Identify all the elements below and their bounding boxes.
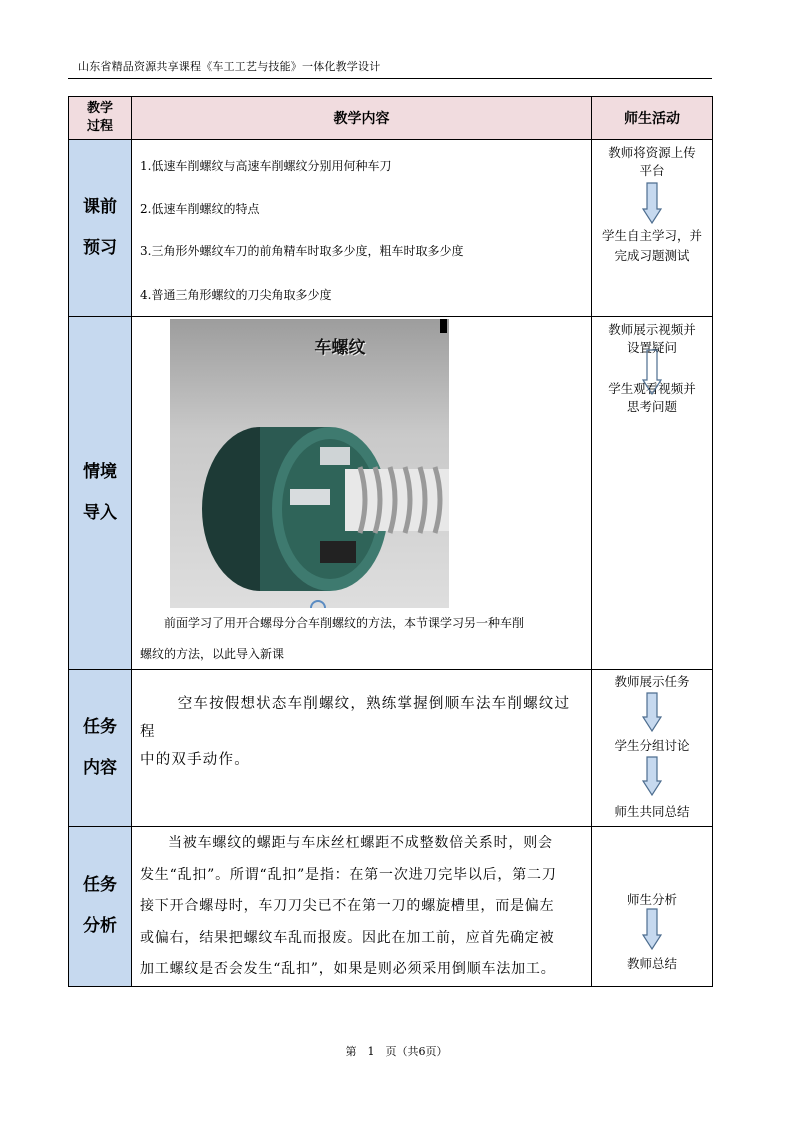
column-header-stage-line2: 过程 bbox=[86, 119, 113, 134]
activity-text: 教师将资源上传 bbox=[608, 145, 696, 160]
down-arrow-icon bbox=[642, 182, 662, 224]
analysis-text-line: 当被车螺纹的螺距与车床丝杠螺距不成整数倍关系时，则会 bbox=[168, 835, 553, 851]
down-arrow-icon bbox=[642, 349, 662, 395]
activity-text: 平台 bbox=[639, 163, 665, 178]
down-arrow-icon bbox=[642, 756, 662, 796]
stage-label-line1: 情境 bbox=[83, 462, 117, 482]
lathe-chuck-illustration bbox=[170, 319, 449, 608]
task-content-cell bbox=[132, 670, 592, 827]
task-text-line: 中的双手动作。 bbox=[140, 752, 250, 768]
stage-cell-analysis bbox=[69, 827, 132, 987]
table-row-task bbox=[69, 670, 713, 827]
activity-text: 学生观看视频并 bbox=[608, 381, 696, 396]
column-header-stage bbox=[69, 97, 132, 140]
intro-activity-cell bbox=[592, 317, 713, 670]
activity-text: 教师展示视频并 bbox=[608, 322, 696, 337]
down-arrow-icon bbox=[642, 692, 662, 732]
stage-cell-preview bbox=[69, 140, 132, 317]
lathe-video-still[interactable] bbox=[170, 319, 449, 608]
analysis-activity-cell bbox=[592, 827, 713, 987]
task-text-line: 空车按假想状态车削螺纹，熟练掌握倒顺车法车削螺纹过程 bbox=[140, 696, 571, 740]
stage-cell-task bbox=[69, 670, 132, 827]
stage-label-line2: 导入 bbox=[83, 503, 117, 523]
analysis-text-line: 或偏右，结果把螺纹车乱而报废。因此在加工前，应首先确定被 bbox=[140, 929, 555, 946]
table-header-row bbox=[69, 97, 713, 140]
preview-question-4: 4.普通三角形螺纹的刀尖角取多少度 bbox=[140, 288, 332, 302]
activity-text: 学生分组讨论 bbox=[614, 738, 690, 753]
column-header-stage-line1: 教学 bbox=[86, 101, 113, 116]
analysis-text-line: 接下开合螺母时，车刀刀尖已不在第一刀的螺旋槽里，而是偏左 bbox=[140, 898, 555, 914]
preview-activity-cell bbox=[592, 140, 713, 317]
preview-content-cell bbox=[132, 140, 592, 317]
table-row-analysis bbox=[69, 827, 713, 987]
header-divider bbox=[68, 78, 712, 79]
lesson-plan-table bbox=[68, 96, 713, 987]
video-title: 车螺纹 bbox=[314, 338, 366, 358]
table-row-intro bbox=[69, 317, 713, 670]
stage-cell-intro bbox=[69, 317, 132, 670]
table-row-preview bbox=[69, 140, 713, 317]
activity-text: 设置疑问 bbox=[626, 340, 677, 355]
activity-text: 学生自主学习，并 bbox=[601, 228, 702, 243]
task-activity-cell bbox=[592, 670, 713, 827]
intro-narration-line: 螺纹的方法，以此导入新课 bbox=[140, 647, 285, 661]
stage-label-line1: 任务 bbox=[83, 875, 117, 896]
preview-question-2: 2.低速车削螺纹的特点 bbox=[140, 202, 260, 216]
stage-label-line2: 内容 bbox=[83, 758, 117, 778]
preview-question-1: 1.低速车削螺纹与高速车削螺纹分别用何种车刀 bbox=[140, 159, 392, 173]
stage-label-line1: 课前 bbox=[83, 197, 117, 217]
activity-text: 完成习题测试 bbox=[614, 248, 690, 263]
down-arrow-icon bbox=[642, 908, 662, 950]
analysis-text-line: 发生“乱扣”。所谓“乱扣”是指：在第一次进刀完毕以后，第二刀 bbox=[140, 866, 557, 883]
analysis-content-cell bbox=[132, 827, 592, 987]
intro-content-cell bbox=[132, 317, 592, 670]
stage-label-line2: 分析 bbox=[83, 916, 117, 937]
activity-text: 教师总结 bbox=[626, 956, 677, 971]
activity-text: 思考问题 bbox=[626, 399, 677, 414]
preview-question-3: 3.三角形外螺纹车刀的前角精车时取多少度，粗车时取多少度 bbox=[140, 244, 464, 258]
page-footer: 第 1 页（共6页） bbox=[345, 1045, 448, 1058]
stage-label-line2: 预习 bbox=[83, 238, 117, 258]
analysis-text-line: 加工螺纹是否会发生“乱扣”，如果是则必须采用倒顺车法加工。 bbox=[140, 961, 556, 977]
stage-label-line1: 任务 bbox=[83, 717, 117, 737]
page-header: 山东省精品资源共享课程《车工工艺与技能》一体化教学设计 bbox=[78, 60, 381, 73]
activity-text: 教师展示任务 bbox=[614, 674, 690, 689]
intro-narration-line: 前面学习了用开合螺母分合车削螺纹的方法，本节课学习另一种车削 bbox=[164, 616, 525, 630]
activity-text: 师生分析 bbox=[626, 892, 677, 907]
column-header-activity: 师生活动 bbox=[592, 97, 713, 140]
activity-text: 师生共同总结 bbox=[614, 804, 690, 819]
column-header-content: 教学内容 bbox=[132, 97, 592, 140]
